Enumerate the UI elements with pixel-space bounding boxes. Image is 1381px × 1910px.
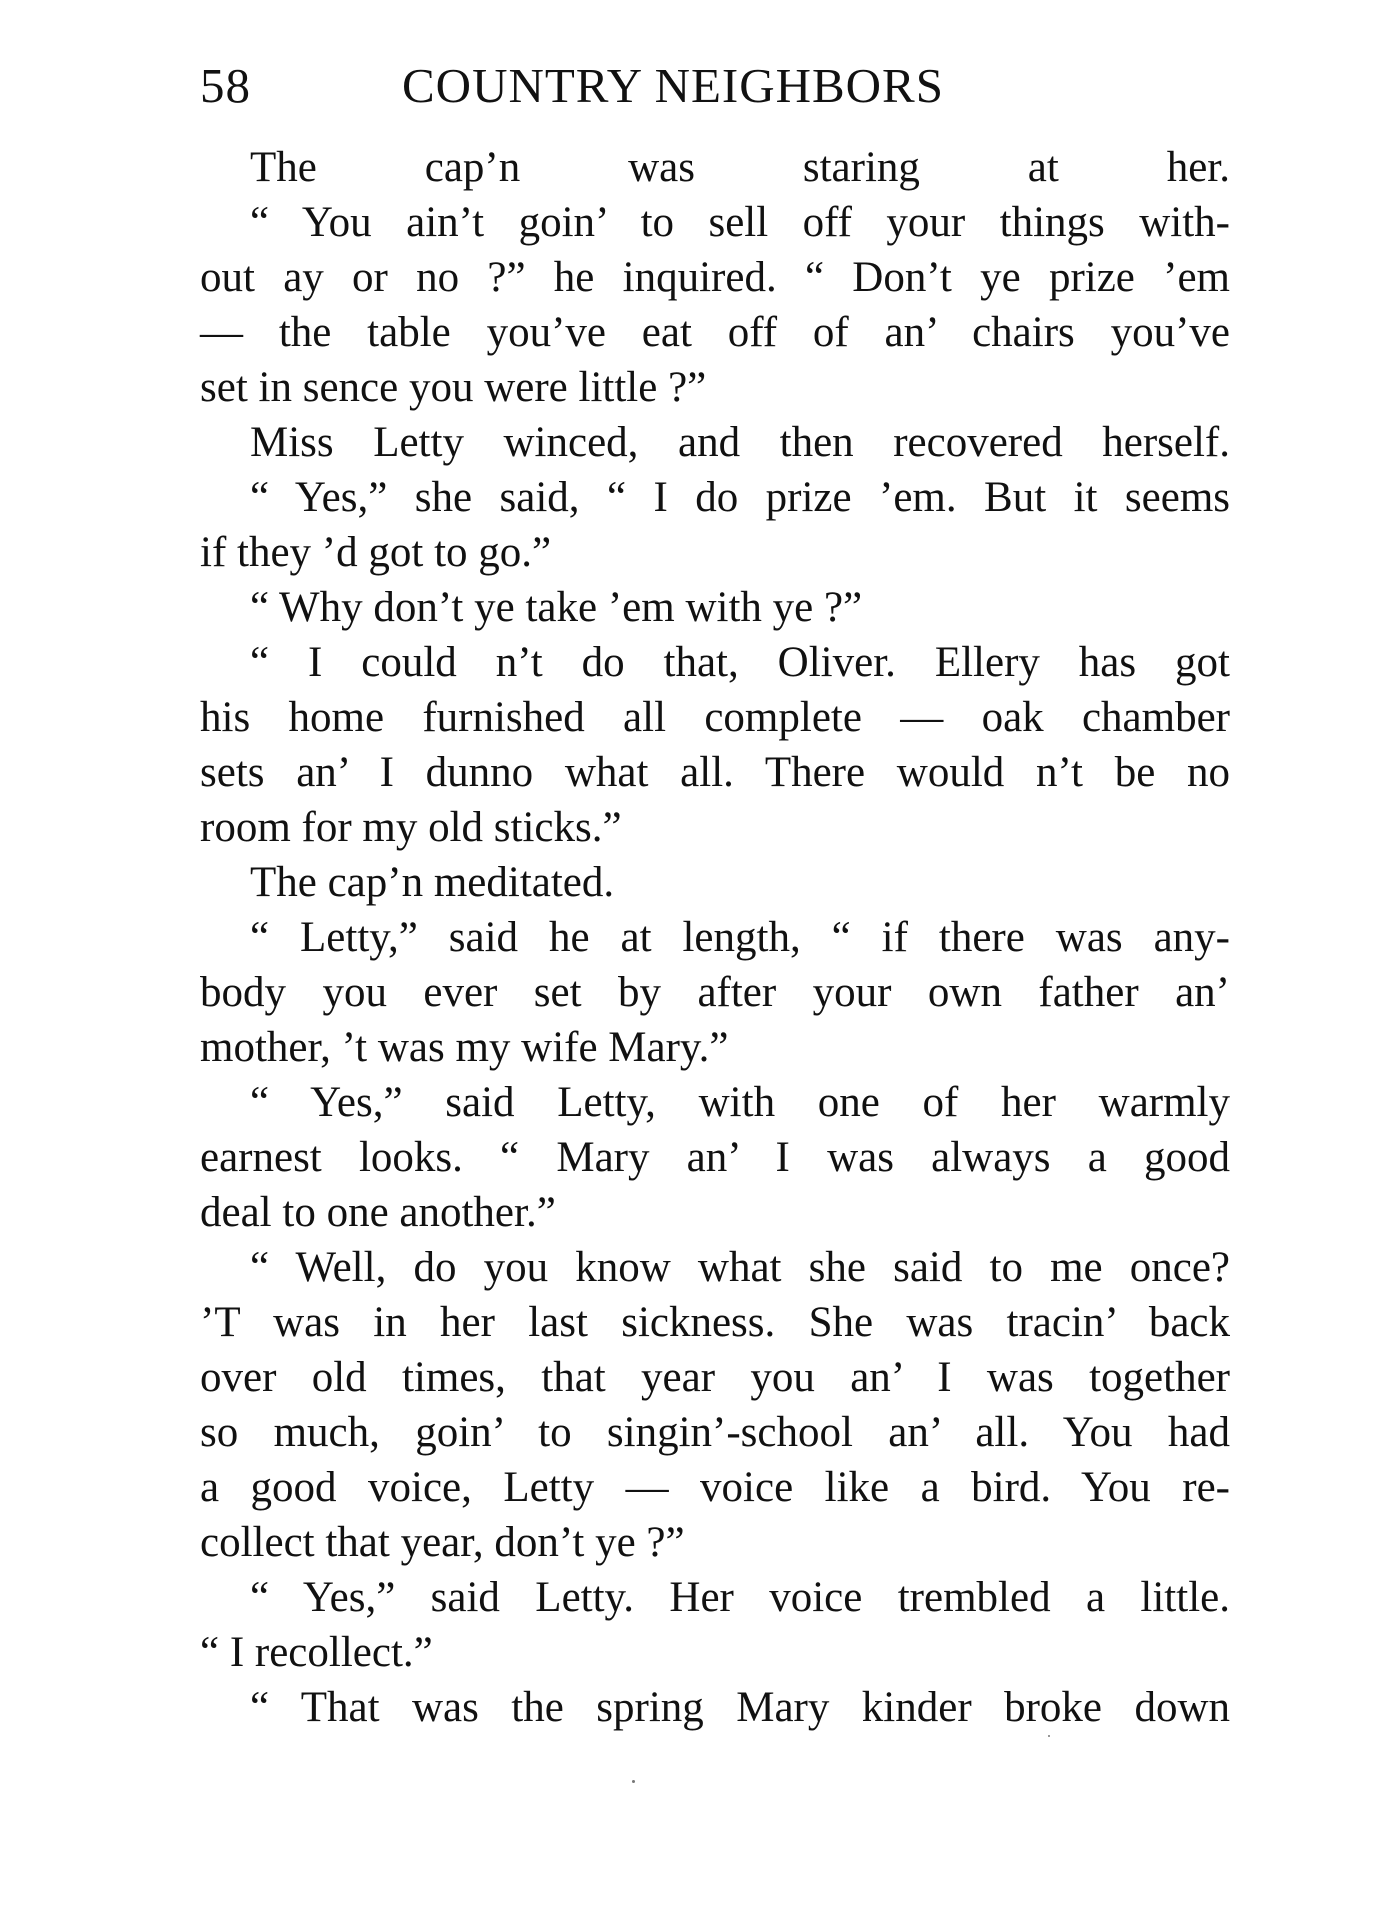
text-line: earnest looks. “ Mary an’ I was always a good: [200, 1134, 1230, 1181]
text-line: deal to one another.”: [200, 1189, 556, 1236]
text-line: over old times, that year you an’ I was together: [200, 1354, 1230, 1401]
text-line: sets an’ I dunno what all. There would n’t be no: [200, 749, 1230, 796]
text-line: a good voice, Letty — voice like a bird. You re-: [200, 1464, 1230, 1511]
running-title: COUNTRY NEIGHBORS: [402, 58, 944, 113]
text-line: “ That was the spring Mary kinder broke down: [250, 1684, 1230, 1731]
body-text: [200, 140, 1230, 1735]
text-line: ’T was in her last sickness. She was tracin’ back: [200, 1299, 1230, 1346]
text-line: — the table you’ve eat off of an’ chairs you’ve: [200, 309, 1230, 356]
text-line: Miss Letty winced, and then recovered herself.: [250, 419, 1230, 466]
text-line: “ I recollect.”: [200, 1629, 433, 1676]
text-line: collect that year, don’t ye ?”: [200, 1519, 685, 1566]
text-line: so much, goin’ to singin’-school an’ all. You had: [200, 1409, 1230, 1456]
page-number: 58: [200, 58, 251, 113]
paper-speck: [1048, 1735, 1050, 1737]
text-line: “ I could n’t do that, Oliver. Ellery has got: [250, 639, 1230, 686]
paper-speck: [632, 1780, 635, 1783]
text-line: set in sence you were little ?”: [200, 364, 707, 411]
text-line: if they ’d got to go.”: [200, 529, 552, 576]
text-line: “ Yes,” she said, “ I do prize ’em. But it seems: [250, 474, 1230, 521]
text-line: “ Yes,” said Letty, with one of her warmly: [250, 1079, 1230, 1126]
text-line: out ay or no ?” he inquired. “ Don’t ye prize ’em: [200, 254, 1230, 301]
text-line: The cap’n meditated.: [250, 859, 615, 906]
text-line: room for my old sticks.”: [200, 804, 622, 851]
text-line: “ Letty,” said he at length, “ if there was any-: [250, 914, 1230, 961]
text-line: his home furnished all complete — oak chamber: [200, 694, 1230, 741]
text-line: body you ever set by after your own father an’: [200, 969, 1230, 1016]
text-line: The cap’n was staring at her.: [250, 144, 1230, 191]
running-head: [200, 56, 1030, 116]
text-line: “ You ain’t goin’ to sell off your things with-: [250, 199, 1230, 246]
text-line: mother, ’t was my wife Mary.”: [200, 1024, 729, 1071]
text-line: “ Why don’t ye take ’em with ye ?”: [250, 584, 863, 631]
text-line: “ Well, do you know what she said to me once?: [250, 1244, 1230, 1291]
text-line: “ Yes,” said Letty. Her voice trembled a little.: [250, 1574, 1230, 1621]
